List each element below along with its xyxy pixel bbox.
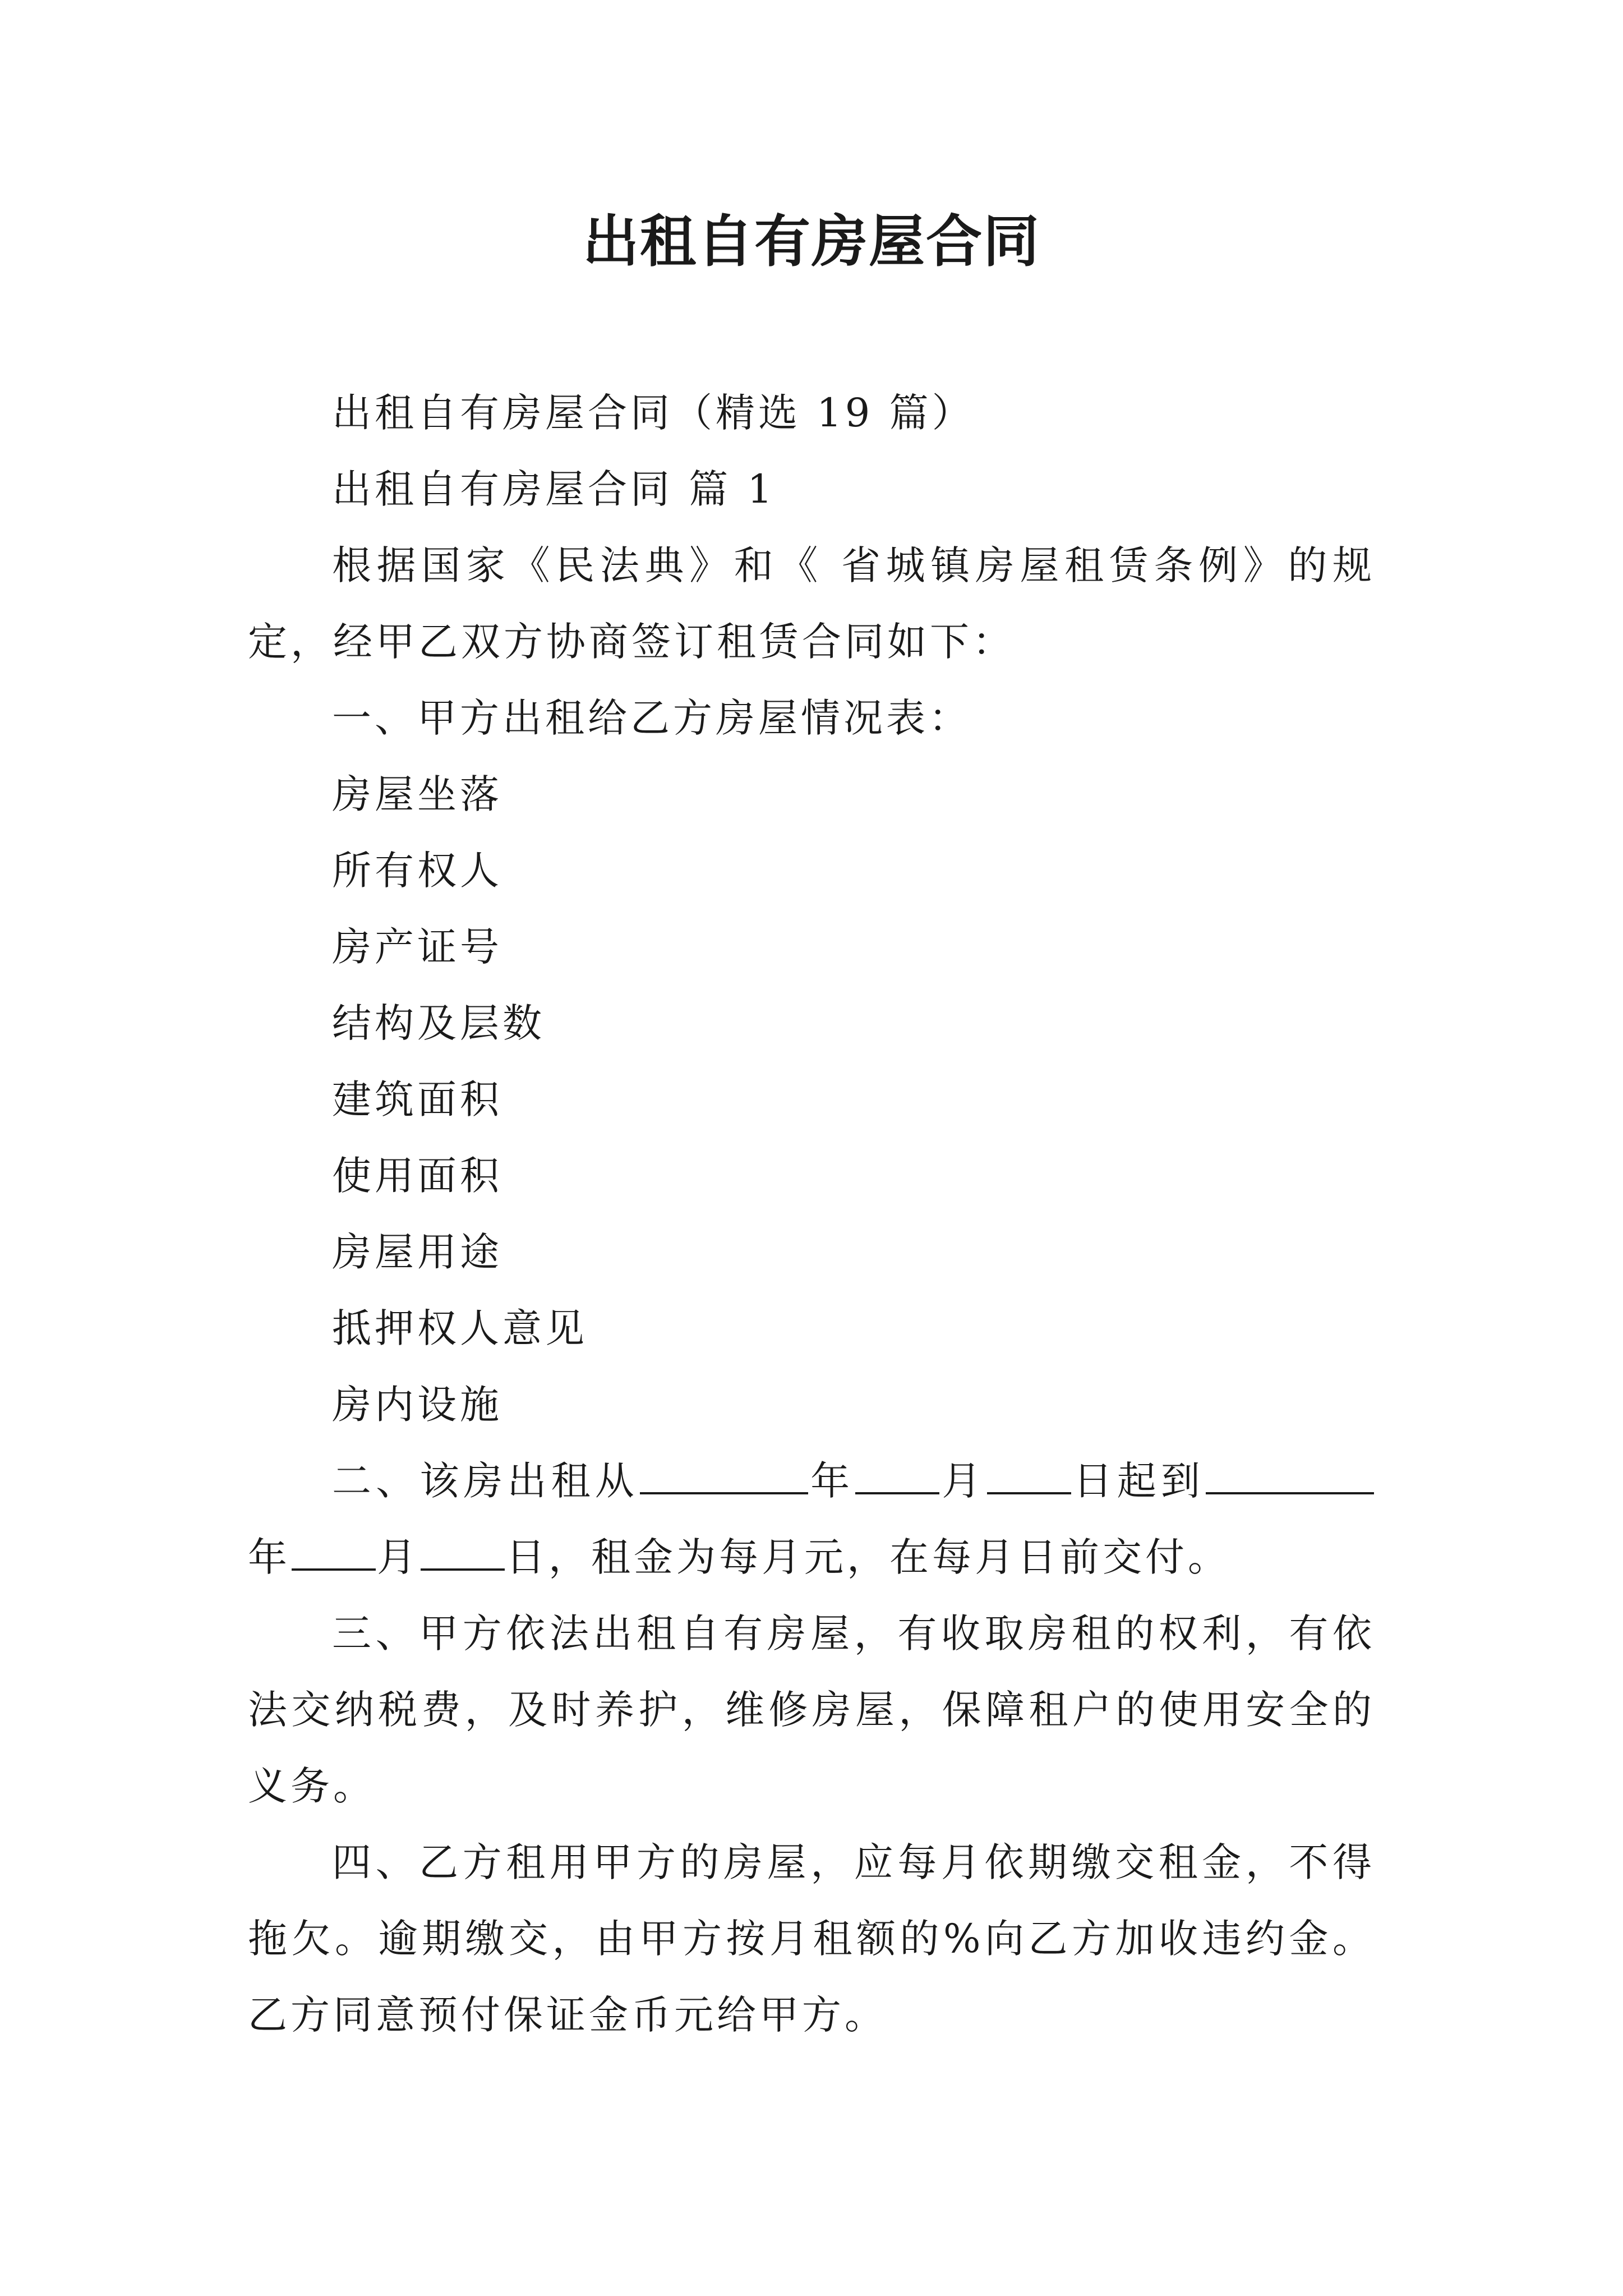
table-item-mortgagee-opinion: 抵押权人意见 <box>332 1305 588 1351</box>
table-item-building-area: 建筑面积 <box>332 1076 502 1122</box>
table-item-owner: 所有权人 <box>332 848 502 894</box>
table-item-structure: 结构及层数 <box>332 1000 545 1046</box>
table-item-location: 房屋坐落 <box>332 771 502 817</box>
start-day-blank <box>987 1461 1071 1494</box>
clause-2-text: 月 <box>940 1458 986 1504</box>
table-item-usable-area: 使用面积 <box>332 1153 502 1199</box>
end-month-blank <box>292 1537 376 1571</box>
section-heading: 出租自有房屋合同 篇 1 <box>332 466 776 512</box>
start-month-blank <box>855 1461 939 1494</box>
end-day-blank <box>421 1537 505 1571</box>
table-item-usage: 房屋用途 <box>332 1229 502 1275</box>
clause-2-text: 二、该房出租从 <box>332 1458 639 1504</box>
intro-paragraph: 根据国家《民法典》和《 省城镇房屋租赁条例》的规定，经甲乙双方协商签订租赁合同如下： <box>248 542 1375 665</box>
table-item-facilities: 房内设施 <box>332 1382 502 1428</box>
start-year-blank <box>640 1461 808 1494</box>
clause-2-text: 年 <box>809 1458 855 1504</box>
clause-3: 三、甲方依法出租自有房屋，有收取房租的权利，有依法交纳税费，及时养护，维修房屋，保障租户的使用安全的义务。 <box>248 1611 1375 1809</box>
clause-2-text: 月 <box>377 1534 419 1580</box>
clause-1: 一、甲方出租给乙方房屋情况表： <box>332 695 971 741</box>
subtitle: 出租自有房屋合同（精选 19 篇） <box>332 390 975 436</box>
clause-2-text: 年 <box>248 1534 291 1580</box>
table-item-certificate: 房产证号 <box>332 924 502 970</box>
clause-2-text: 日起到 <box>1072 1458 1205 1504</box>
clause-2-text: 日，租金为每月元，在每月日前交付。 <box>506 1534 1230 1580</box>
document-title: 出租自有房屋合同 <box>583 208 1040 274</box>
clause-4: 四、乙方租用甲方的房屋，应每月依期缴交租金，不得拖欠。逾期缴交，由甲方按月租额的%向乙方加收违约金。乙方同意预付保证金币元给甲方。 <box>248 1839 1375 2038</box>
document-body <box>248 375 1375 2053</box>
end-year-blank <box>1206 1461 1374 1494</box>
clause-2 <box>248 1443 1375 1595</box>
